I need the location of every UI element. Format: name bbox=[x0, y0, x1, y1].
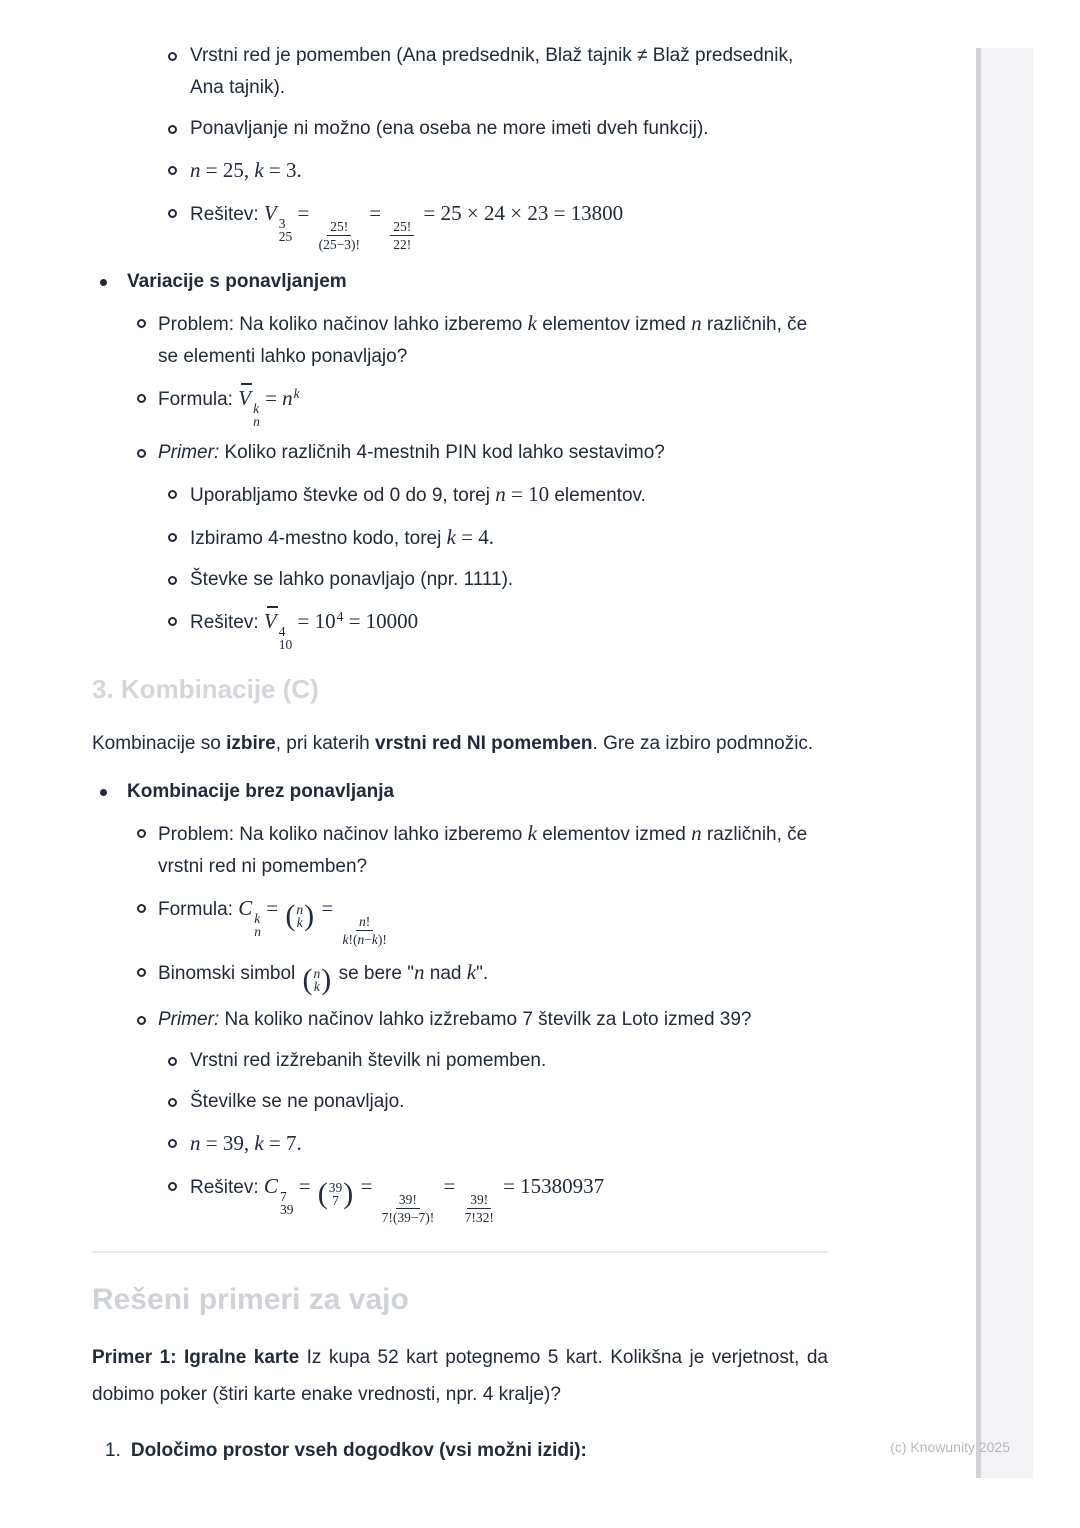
bullet-list-item bbox=[92, 1170, 828, 1225]
bullet-list-item bbox=[92, 605, 828, 651]
bullet-marker bbox=[168, 533, 177, 542]
numbered-list-item bbox=[92, 1435, 828, 1467]
overline-bar: V bbox=[264, 605, 277, 637]
item-text bbox=[127, 271, 347, 292]
bullet-marker bbox=[168, 125, 177, 134]
text-run: se bere " bbox=[333, 963, 414, 984]
text-run: Rešitev: bbox=[190, 1177, 264, 1198]
text-run: Vrstni red je pomemben (Ana predsednik, Blaž tajnik ≠ Blaž predsednik, Ana tajnik). bbox=[190, 45, 794, 98]
document-content bbox=[92, 40, 828, 1467]
bullet-marker bbox=[137, 1016, 146, 1025]
math-inline: k bbox=[527, 311, 537, 335]
bullet-list-item bbox=[92, 1045, 828, 1077]
bold-text: izbire bbox=[226, 733, 276, 754]
text-run: Variacije s ponavljanjem bbox=[127, 271, 347, 292]
item-text bbox=[158, 821, 808, 877]
bold-text: vrstni red NI pomemben bbox=[375, 733, 593, 754]
bullet-list-item bbox=[92, 40, 828, 104]
italic-text: Primer: bbox=[158, 442, 220, 463]
overline-bar: V bbox=[238, 382, 251, 414]
item-text bbox=[190, 482, 646, 506]
text-run: Števke se lahko ponavljajo (npr. 1111). bbox=[190, 569, 514, 590]
math-inline: k bbox=[466, 960, 477, 984]
bullet-marker bbox=[137, 968, 146, 977]
item-text bbox=[190, 1091, 404, 1112]
text-run: Ponavljanje ni možno (ena oseba ne more imeti dveh funkcij). bbox=[190, 118, 709, 139]
bullet-list-item bbox=[92, 521, 828, 555]
divider bbox=[92, 1251, 828, 1253]
binomial-coefficient: ( n k ) bbox=[285, 899, 315, 932]
fraction: $\frac{25!}{(25-3)!}$ bbox=[318, 219, 360, 252]
math-inline: = bbox=[363, 201, 387, 225]
bullet-marker bbox=[137, 904, 146, 913]
text-run: Binomski simbol bbox=[158, 963, 301, 984]
math-inline: = 10000 bbox=[343, 609, 419, 633]
math-inline: n = 10 bbox=[495, 482, 550, 506]
item-text bbox=[190, 45, 793, 98]
math-symbol: C 7 39 bbox=[263, 1174, 294, 1217]
bullet-list-item bbox=[92, 1127, 828, 1161]
section-heading: 3. Kombinacije (C) bbox=[92, 674, 319, 704]
text-run: Izbiramo 4-mestno kodo, torej bbox=[190, 528, 447, 549]
math-inline: k bbox=[527, 821, 537, 845]
text-run: , pri katerih bbox=[275, 733, 376, 754]
bullet-marker bbox=[168, 1098, 177, 1107]
math-inline: = bbox=[316, 896, 339, 920]
text-run: različnih, če se elementi lahko ponavljajo? bbox=[158, 314, 808, 367]
bullet-marker bbox=[100, 789, 107, 796]
bullet-list-item bbox=[92, 564, 828, 596]
math-power: $n^k$ bbox=[282, 386, 300, 410]
bullet-marker bbox=[168, 576, 177, 585]
text-run: elementov izmed bbox=[536, 824, 692, 845]
math-inline: = bbox=[259, 386, 283, 410]
item-text bbox=[131, 1440, 587, 1461]
text-run: Kombinacije so bbox=[92, 733, 227, 754]
bold-text: Primer 1: Igralne karte bbox=[92, 1347, 300, 1368]
text-run: Uporabljamo števke od 0 do 9, torej bbox=[190, 485, 496, 506]
math-symbol: V k n bbox=[238, 386, 260, 410]
binomial-coefficient: ( n k ) bbox=[302, 963, 332, 996]
math-inline: = bbox=[438, 1174, 461, 1198]
bullet-marker bbox=[168, 209, 177, 218]
math-inline: n bbox=[691, 311, 702, 335]
item-text bbox=[190, 1050, 546, 1071]
text-run: Kombinacije brez ponavljanja bbox=[127, 781, 395, 802]
bullet-marker bbox=[168, 1139, 177, 1148]
item-text bbox=[190, 1174, 605, 1225]
text-run: ". bbox=[476, 963, 489, 984]
bold-text: Določimo prostor vseh dogodkov (vsi možni izidi): bbox=[130, 1440, 587, 1461]
bullet-marker bbox=[168, 617, 177, 626]
scrollbar-track[interactable] bbox=[976, 48, 1033, 1478]
math-inline: = bbox=[293, 1174, 316, 1198]
math-inline: = bbox=[292, 201, 315, 225]
bullet-list-item bbox=[92, 776, 828, 808]
bullet-list-item bbox=[92, 817, 828, 883]
math-symbol: V 3 25 bbox=[263, 201, 293, 244]
text-run: Vrstni red izžrebanih številk ni pomemben. bbox=[190, 1050, 547, 1071]
math-inline: = 15380937 bbox=[497, 1174, 605, 1198]
math-power: $10^4$ bbox=[314, 609, 344, 633]
item-text bbox=[190, 569, 513, 590]
bullet-list-item bbox=[92, 266, 828, 298]
math-inline: = bbox=[261, 896, 284, 920]
text-run: Rešitev: bbox=[190, 612, 264, 633]
item-text bbox=[190, 609, 419, 652]
math-inline: n = 39, k = 7. bbox=[190, 1131, 302, 1155]
text-run: elementov izmed bbox=[536, 314, 692, 335]
bullet-list-item bbox=[92, 956, 828, 995]
bullet-list-item bbox=[92, 382, 828, 428]
binomial-coefficient: ( 39 7 ) bbox=[317, 1177, 354, 1210]
text-run: nad bbox=[424, 963, 467, 984]
bullet-marker bbox=[168, 490, 177, 499]
math-inline: = bbox=[292, 609, 315, 633]
text-run: Formula: bbox=[158, 389, 239, 410]
bullet-list-item bbox=[92, 478, 828, 512]
fraction: $\frac{39!}{7!(39-7)!}$ bbox=[381, 1192, 435, 1225]
bullet-marker bbox=[168, 1057, 177, 1066]
math-inline: k = 4. bbox=[446, 525, 495, 549]
text-run: Številke se ne ponavljajo. bbox=[190, 1091, 405, 1112]
text-run: Problem: Na koliko načinov lahko izberemo bbox=[158, 824, 528, 845]
item-text bbox=[127, 781, 394, 802]
bullet-list-item bbox=[92, 197, 828, 252]
item-text bbox=[158, 896, 391, 947]
item-text bbox=[190, 118, 709, 139]
bullet-marker bbox=[137, 319, 146, 328]
text-run: Na koliko načinov lahko izžrebamo 7 številk za Loto izmed 39? bbox=[219, 1009, 752, 1030]
math-symbol: V 4 10 bbox=[264, 609, 292, 633]
math-inline: n = 25, k = 3. bbox=[190, 158, 302, 182]
math-inline: = bbox=[355, 1174, 378, 1198]
bullet-list-item bbox=[92, 154, 828, 188]
math-inline: n bbox=[413, 960, 425, 984]
fraction: $\frac{39!}{7!32!}$ bbox=[464, 1192, 494, 1225]
text-run: Iz kupa 52 kart potegnemo 5 kart. Kolikšna je verjetnost, da dobimo poker (štiri karte enake vrednosti, npr. 4 kralje)? bbox=[92, 1347, 828, 1405]
text-run: Koliko različnih 4-mestnih PIN kod lahko sestavimo? bbox=[219, 442, 665, 463]
text-run: različnih, če vrstni red ni pomemben? bbox=[158, 824, 808, 877]
bullet-marker bbox=[137, 829, 146, 838]
copyright-footer: (c) Knowunity 2025 bbox=[890, 1439, 1010, 1455]
item-text bbox=[190, 158, 302, 182]
bullet-marker bbox=[168, 52, 177, 61]
text-run: Problem: Na koliko načinov lahko izberemo bbox=[158, 314, 528, 335]
bullet-list-item bbox=[92, 892, 828, 947]
text-run: Formula: bbox=[158, 899, 239, 920]
bullet-marker bbox=[137, 394, 146, 403]
bullet-list-item bbox=[92, 1086, 828, 1118]
math-symbol: C k n bbox=[238, 896, 262, 939]
fraction: $\frac{n!}{k!(n-k)!}$ bbox=[342, 914, 387, 947]
bullet-list-item bbox=[92, 307, 828, 373]
item-text bbox=[190, 1131, 302, 1155]
text-run: elementov. bbox=[549, 485, 646, 506]
text-run: . Gre za izbiro podmnožic. bbox=[592, 733, 814, 754]
fraction: $\frac{25!}{22!}$ bbox=[390, 219, 414, 252]
item-text bbox=[158, 960, 489, 996]
math-inline: = 25 × 24 × 23 = 13800 bbox=[418, 201, 624, 225]
bullet-list-item bbox=[92, 113, 828, 145]
list-number: 1. bbox=[105, 1440, 121, 1461]
paragraph bbox=[92, 1339, 828, 1413]
item-text bbox=[158, 311, 808, 367]
bullet-marker bbox=[100, 279, 107, 286]
item-text bbox=[190, 201, 624, 252]
bullet-list-item bbox=[92, 437, 828, 469]
bullet-marker bbox=[137, 449, 146, 458]
paragraph bbox=[92, 725, 828, 762]
bullet-marker bbox=[168, 1182, 177, 1191]
text-run: Rešitev: bbox=[190, 204, 264, 225]
bullet-marker bbox=[168, 166, 177, 175]
item-text bbox=[158, 386, 300, 429]
item-text bbox=[158, 442, 665, 463]
italic-text: Primer: bbox=[158, 1009, 220, 1030]
item-text bbox=[190, 525, 495, 549]
item-text bbox=[158, 1009, 752, 1030]
page-title: Rešeni primeri za vajo bbox=[92, 1283, 409, 1316]
math-inline: n bbox=[691, 821, 702, 845]
bullet-list-item bbox=[92, 1004, 828, 1036]
